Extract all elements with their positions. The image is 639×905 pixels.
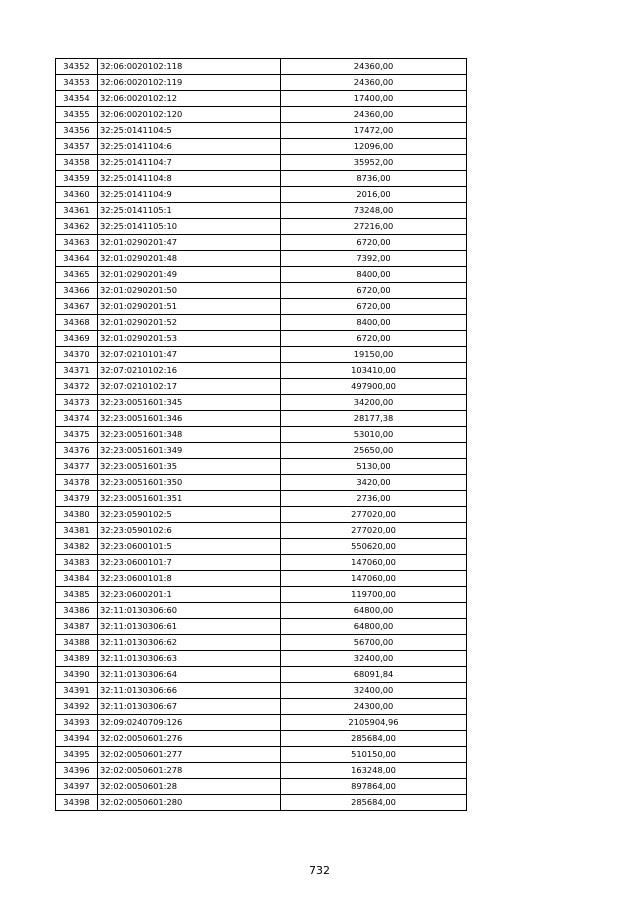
value-cell: 34200,00: [281, 395, 467, 411]
row-number-cell: 34387: [56, 619, 98, 635]
row-number-cell: 34352: [56, 59, 98, 75]
cadastral-number-cell: 32:06:0020102:118: [98, 59, 281, 75]
table-row: [56, 635, 467, 651]
row-number-cell: 34357: [56, 139, 98, 155]
table-row: [56, 315, 467, 331]
value-cell: 6720,00: [281, 331, 467, 347]
table-row: [56, 555, 467, 571]
value-cell: 24360,00: [281, 107, 467, 123]
table-row: [56, 587, 467, 603]
table-row: [56, 235, 467, 251]
table-row: [56, 427, 467, 443]
row-number-cell: 34364: [56, 251, 98, 267]
row-number-cell: 34368: [56, 315, 98, 331]
cadastral-number-cell: 32:25:0141104:7: [98, 155, 281, 171]
row-number-cell: 34365: [56, 267, 98, 283]
table-row: [56, 411, 467, 427]
table-row: [56, 283, 467, 299]
value-cell: 285684,00: [281, 795, 467, 811]
row-number-cell: 34359: [56, 171, 98, 187]
cadastral-number-cell: 32:01:0290201:49: [98, 267, 281, 283]
row-number-cell: 34385: [56, 587, 98, 603]
table-row: [56, 379, 467, 395]
value-cell: 119700,00: [281, 587, 467, 603]
cadastral-number-cell: 32:02:0050601:277: [98, 747, 281, 763]
table-row: [56, 667, 467, 683]
cadastral-number-cell: 32:23:0600101:5: [98, 539, 281, 555]
cadastral-number-cell: 32:11:0130306:63: [98, 651, 281, 667]
table-row: [56, 603, 467, 619]
cadastral-number-cell: 32:23:0051601:350: [98, 475, 281, 491]
value-cell: 35952,00: [281, 155, 467, 171]
value-cell: 8400,00: [281, 267, 467, 283]
table-row: [56, 475, 467, 491]
table-row: [56, 75, 467, 91]
value-cell: 285684,00: [281, 731, 467, 747]
cadastral-number-cell: 32:01:0290201:47: [98, 235, 281, 251]
cadastral-number-cell: 32:11:0130306:64: [98, 667, 281, 683]
row-number-cell: 34384: [56, 571, 98, 587]
table-row: [56, 107, 467, 123]
cadastral-number-cell: 32:01:0290201:51: [98, 299, 281, 315]
row-number-cell: 34360: [56, 187, 98, 203]
value-cell: 497900,00: [281, 379, 467, 395]
table-row: [56, 299, 467, 315]
row-number-cell: 34372: [56, 379, 98, 395]
cadastral-number-cell: 32:23:0051601:348: [98, 427, 281, 443]
row-number-cell: 34383: [56, 555, 98, 571]
value-cell: 897864,00: [281, 779, 467, 795]
cadastral-number-cell: 32:07:0210102:17: [98, 379, 281, 395]
cadastral-number-cell: 32:02:0050601:28: [98, 779, 281, 795]
table-row: [56, 443, 467, 459]
table-row: [56, 331, 467, 347]
row-number-cell: 34376: [56, 443, 98, 459]
value-cell: 277020,00: [281, 523, 467, 539]
cadastral-number-cell: 32:02:0050601:280: [98, 795, 281, 811]
cadastral-number-cell: 32:23:0051601:35: [98, 459, 281, 475]
table-row: [56, 651, 467, 667]
row-number-cell: 34371: [56, 363, 98, 379]
cadastral-number-cell: 32:25:0141104:5: [98, 123, 281, 139]
table-row: [56, 795, 467, 811]
table-row: [56, 571, 467, 587]
table-row: [56, 59, 467, 75]
value-cell: 103410,00: [281, 363, 467, 379]
row-number-cell: 34355: [56, 107, 98, 123]
value-cell: 277020,00: [281, 507, 467, 523]
value-cell: 24300,00: [281, 699, 467, 715]
table-row: [56, 171, 467, 187]
value-cell: 510150,00: [281, 747, 467, 763]
value-cell: 64800,00: [281, 603, 467, 619]
row-number-cell: 34379: [56, 491, 98, 507]
row-number-cell: 34369: [56, 331, 98, 347]
table-row: [56, 459, 467, 475]
row-number-cell: 34367: [56, 299, 98, 315]
cadastral-number-cell: 32:06:0020102:120: [98, 107, 281, 123]
row-number-cell: 34396: [56, 763, 98, 779]
table-row: [56, 219, 467, 235]
value-cell: 68091,84: [281, 667, 467, 683]
cadastral-number-cell: 32:23:0051601:351: [98, 491, 281, 507]
table-row: [56, 619, 467, 635]
value-cell: 7392,00: [281, 251, 467, 267]
row-number-cell: 34388: [56, 635, 98, 651]
row-number-cell: 34377: [56, 459, 98, 475]
value-cell: 6720,00: [281, 299, 467, 315]
cadastral-number-cell: 32:11:0130306:61: [98, 619, 281, 635]
table-row: [56, 139, 467, 155]
table-row: [56, 747, 467, 763]
row-number-cell: 34382: [56, 539, 98, 555]
cadastral-number-cell: 32:23:0590102:6: [98, 523, 281, 539]
row-number-cell: 34380: [56, 507, 98, 523]
value-cell: 6720,00: [281, 235, 467, 251]
value-cell: 550620,00: [281, 539, 467, 555]
table-row: [56, 251, 467, 267]
cadastral-number-cell: 32:09:0240709:126: [98, 715, 281, 731]
table-row: [56, 491, 467, 507]
row-number-cell: 34394: [56, 731, 98, 747]
cadastral-number-cell: 32:01:0290201:53: [98, 331, 281, 347]
value-cell: 32400,00: [281, 651, 467, 667]
row-number-cell: 34354: [56, 91, 98, 107]
row-number-cell: 34386: [56, 603, 98, 619]
table-row: [56, 395, 467, 411]
cadastral-number-cell: 32:23:0600101:8: [98, 571, 281, 587]
value-cell: 17472,00: [281, 123, 467, 139]
row-number-cell: 34374: [56, 411, 98, 427]
cadastral-number-cell: 32:23:0051601:349: [98, 443, 281, 459]
row-number-cell: 34381: [56, 523, 98, 539]
row-number-cell: 34375: [56, 427, 98, 443]
row-number-cell: 34361: [56, 203, 98, 219]
value-cell: 147060,00: [281, 571, 467, 587]
cadastral-number-cell: 32:25:0141104:9: [98, 187, 281, 203]
value-cell: 6720,00: [281, 283, 467, 299]
row-number-cell: 34353: [56, 75, 98, 91]
value-cell: 24360,00: [281, 59, 467, 75]
row-number-cell: 34398: [56, 795, 98, 811]
value-cell: 8736,00: [281, 171, 467, 187]
page-number: 732: [309, 864, 330, 877]
row-number-cell: 34363: [56, 235, 98, 251]
cadastral-number-cell: 32:23:0590102:5: [98, 507, 281, 523]
value-cell: 24360,00: [281, 75, 467, 91]
table-row: [56, 507, 467, 523]
table-row: [56, 523, 467, 539]
cadastral-number-cell: 32:11:0130306:66: [98, 683, 281, 699]
cadastral-number-cell: 32:02:0050601:276: [98, 731, 281, 747]
value-cell: 27216,00: [281, 219, 467, 235]
table-row: [56, 187, 467, 203]
row-number-cell: 34393: [56, 715, 98, 731]
table-row: [56, 715, 467, 731]
table-row: [56, 155, 467, 171]
table-row: [56, 203, 467, 219]
value-cell: 17400,00: [281, 91, 467, 107]
cadastral-number-cell: 32:25:0141105:10: [98, 219, 281, 235]
cadastral-number-cell: 32:01:0290201:48: [98, 251, 281, 267]
cadastral-number-cell: 32:11:0130306:62: [98, 635, 281, 651]
table-body: [56, 59, 467, 811]
table-row: [56, 731, 467, 747]
cadastral-number-cell: 32:25:0141104:6: [98, 139, 281, 155]
row-number-cell: 34378: [56, 475, 98, 491]
table-row: [56, 267, 467, 283]
value-cell: 2736,00: [281, 491, 467, 507]
row-number-cell: 34391: [56, 683, 98, 699]
cadastral-number-cell: 32:23:0051601:345: [98, 395, 281, 411]
cadastral-number-cell: 32:06:0020102:12: [98, 91, 281, 107]
cadastral-number-cell: 32:23:0051601:346: [98, 411, 281, 427]
data-table: [55, 58, 467, 811]
value-cell: 53010,00: [281, 427, 467, 443]
value-cell: 3420,00: [281, 475, 467, 491]
value-cell: 2016,00: [281, 187, 467, 203]
value-cell: 163248,00: [281, 763, 467, 779]
value-cell: 64800,00: [281, 619, 467, 635]
cadastral-number-cell: 32:11:0130306:67: [98, 699, 281, 715]
row-number-cell: 34356: [56, 123, 98, 139]
cadastral-number-cell: 32:02:0050601:278: [98, 763, 281, 779]
cadastral-number-cell: 32:07:0210102:16: [98, 363, 281, 379]
row-number-cell: 34358: [56, 155, 98, 171]
cadastral-number-cell: 32:01:0290201:50: [98, 283, 281, 299]
value-cell: 25650,00: [281, 443, 467, 459]
row-number-cell: 34392: [56, 699, 98, 715]
value-cell: 5130,00: [281, 459, 467, 475]
value-cell: 73248,00: [281, 203, 467, 219]
value-cell: 2105904,96: [281, 715, 467, 731]
table-row: [56, 539, 467, 555]
row-number-cell: 34390: [56, 667, 98, 683]
table-row: [56, 123, 467, 139]
value-cell: 28177,38: [281, 411, 467, 427]
table-row: [56, 91, 467, 107]
row-number-cell: 34397: [56, 779, 98, 795]
table-row: [56, 763, 467, 779]
value-cell: 56700,00: [281, 635, 467, 651]
value-cell: 19150,00: [281, 347, 467, 363]
cadastral-number-cell: 32:25:0141104:8: [98, 171, 281, 187]
value-cell: 147060,00: [281, 555, 467, 571]
cadastral-number-cell: 32:07:0210101:47: [98, 347, 281, 363]
table-row: [56, 779, 467, 795]
row-number-cell: 34373: [56, 395, 98, 411]
table-row: [56, 363, 467, 379]
value-cell: 12096,00: [281, 139, 467, 155]
cadastral-number-cell: 32:01:0290201:52: [98, 315, 281, 331]
row-number-cell: 34362: [56, 219, 98, 235]
cadastral-number-cell: 32:06:0020102:119: [98, 75, 281, 91]
row-number-cell: 34395: [56, 747, 98, 763]
cadastral-number-cell: 32:23:0600201:1: [98, 587, 281, 603]
value-cell: 8400,00: [281, 315, 467, 331]
value-cell: 32400,00: [281, 683, 467, 699]
table-row: [56, 347, 467, 363]
cadastral-number-cell: 32:25:0141105:1: [98, 203, 281, 219]
row-number-cell: 34389: [56, 651, 98, 667]
cadastral-number-cell: 32:23:0600101:7: [98, 555, 281, 571]
table-row: [56, 683, 467, 699]
table-row: [56, 699, 467, 715]
row-number-cell: 34370: [56, 347, 98, 363]
cadastral-number-cell: 32:11:0130306:60: [98, 603, 281, 619]
row-number-cell: 34366: [56, 283, 98, 299]
